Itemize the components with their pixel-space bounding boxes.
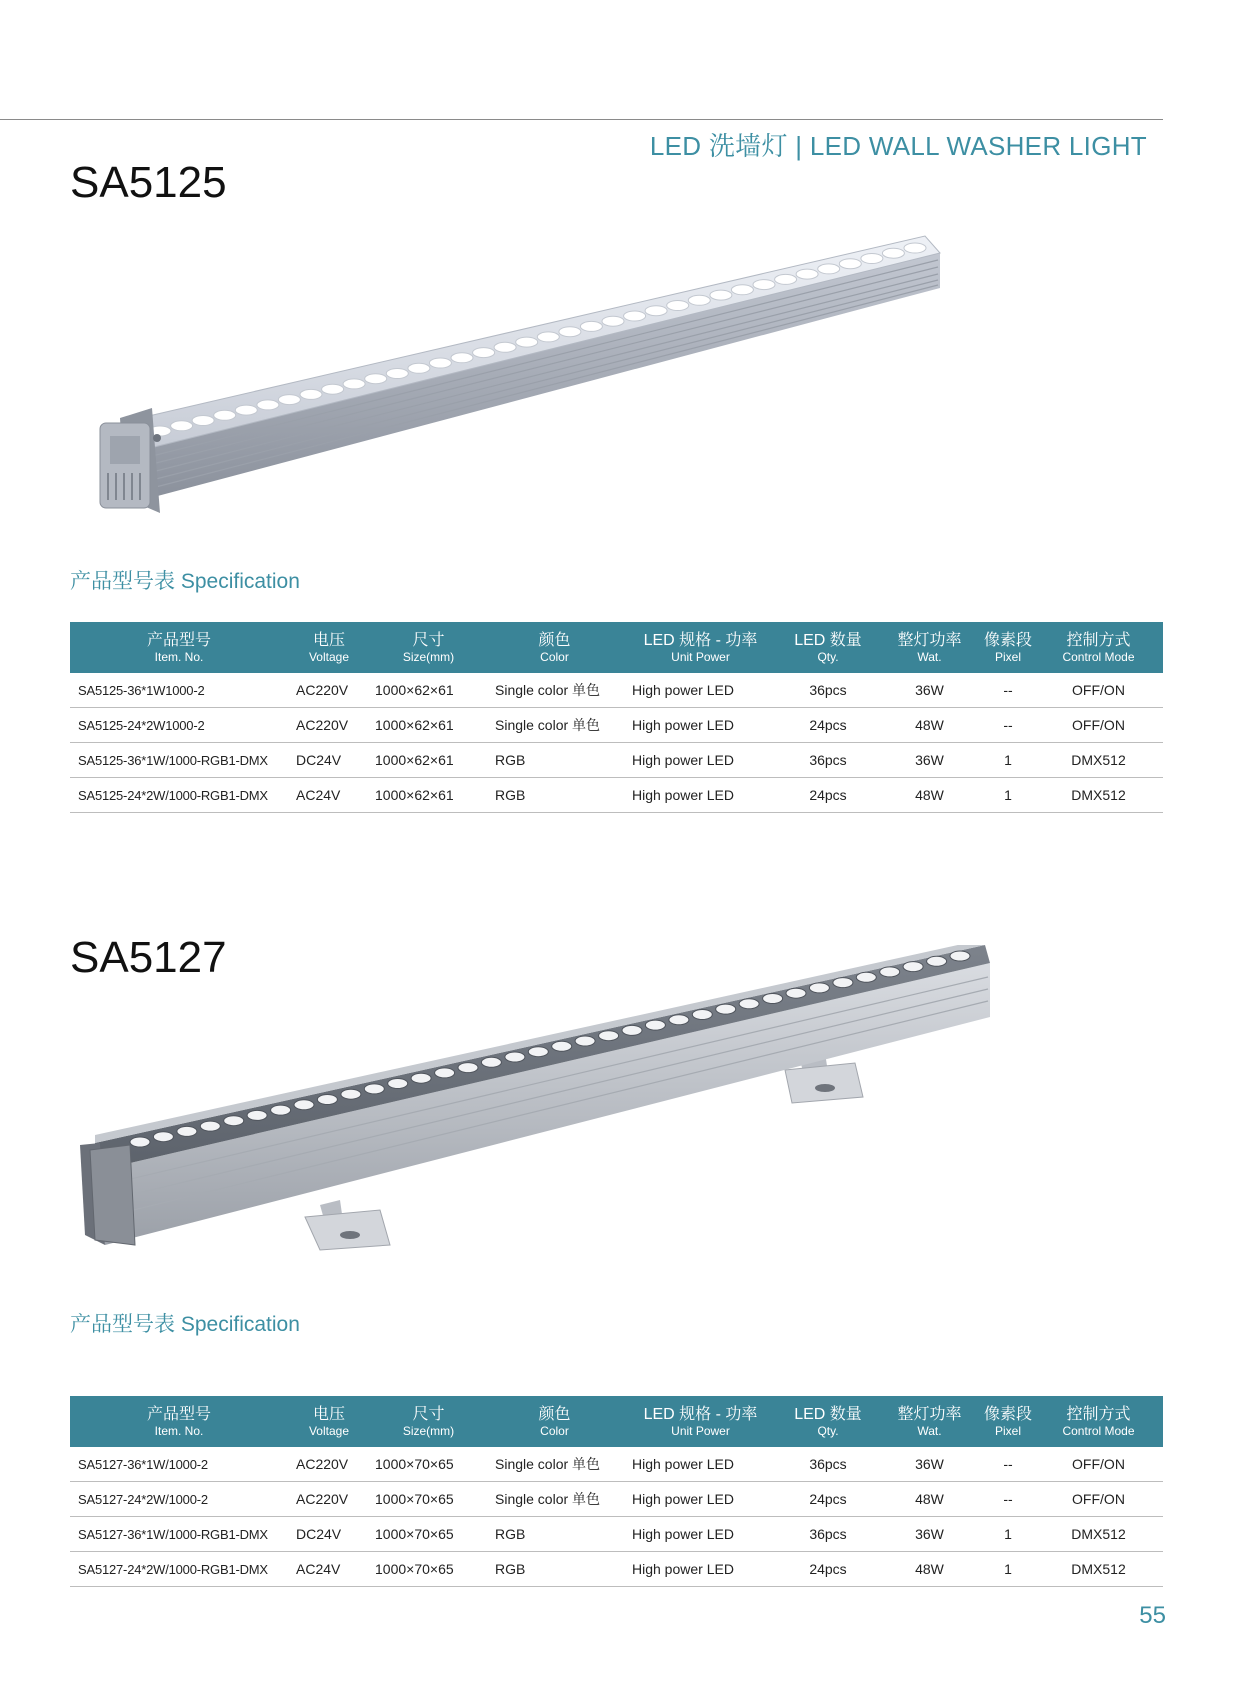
led-dot [408, 363, 430, 373]
spec-table-sa5125 [70, 622, 1163, 813]
cell-qty: 24pcs [779, 708, 877, 743]
led-dot [763, 994, 783, 1004]
cell-unit-power: High power LED [622, 708, 779, 743]
header-pixel: 像素段 Pixel [982, 1396, 1034, 1447]
cell-qty: 24pcs [779, 778, 877, 813]
table-header-row [70, 1396, 1163, 1447]
spec-table-sa5127 [70, 1396, 1163, 1587]
led-dot [365, 374, 387, 384]
led-dot [739, 999, 759, 1009]
cell-wattage: 48W [877, 778, 982, 813]
led-dot [435, 1068, 455, 1078]
cell-pixel: -- [982, 1482, 1034, 1517]
cell-pixel: 1 [982, 1517, 1034, 1552]
led-dot [494, 342, 516, 352]
cell-wattage: 48W [877, 708, 982, 743]
led-dot [710, 290, 732, 300]
cell-unit-power: High power LED [622, 1517, 779, 1552]
cell-wattage: 48W [877, 1482, 982, 1517]
model-title-sa5127: SA5127 [70, 933, 227, 982]
cell-unit-power: High power LED [622, 1552, 779, 1587]
spec-heading-sa5127: 产品型号表 Specification [70, 1313, 300, 1336]
cell-size: 1000×62×61 [370, 673, 487, 708]
led-dot [753, 280, 775, 290]
led-dot [429, 358, 451, 368]
cell-control-mode: DMX512 [1034, 1517, 1163, 1552]
led-dot [809, 983, 829, 993]
cell-qty: 24pcs [779, 1482, 877, 1517]
cell-color: Single color 单色 [487, 708, 622, 743]
header-qty: LED 数量 Qty. [779, 622, 877, 673]
header-size: 尺寸 Size(mm) [370, 622, 487, 673]
cell-qty: 24pcs [779, 1552, 877, 1587]
led-dot [505, 1052, 525, 1062]
cell-control-mode: OFF/ON [1034, 1447, 1163, 1482]
led-dot [861, 254, 883, 264]
led-dot [364, 1084, 384, 1094]
cell-color: RGB [487, 1552, 622, 1587]
led-dot [927, 956, 947, 966]
cell-item-no: SA5125-36*1W1000-2 [70, 673, 288, 708]
led-dot [839, 259, 861, 269]
led-dot [856, 972, 876, 982]
cell-item-no: SA5125-24*2W/1000-RGB1-DMX [70, 778, 288, 813]
page-number: 55 [1139, 1602, 1166, 1629]
led-dot [796, 269, 818, 279]
cell-voltage: AC220V [288, 1482, 370, 1517]
cell-size: 1000×70×65 [370, 1517, 487, 1552]
header-wattage: 整灯功率 Wat. [877, 622, 982, 673]
led-dot [294, 1100, 314, 1110]
cell-item-no: SA5125-24*2W1000-2 [70, 708, 288, 743]
table-row [70, 1482, 1163, 1517]
led-dot [775, 274, 797, 284]
header-item-no: 产品型号 Item. No. [70, 622, 288, 673]
led-dot [624, 311, 646, 321]
table-header-row [70, 622, 1163, 673]
cell-voltage: AC24V [288, 778, 370, 813]
led-dot [580, 321, 602, 331]
led-dot [451, 353, 473, 363]
cell-pixel: 1 [982, 778, 1034, 813]
cell-qty: 36pcs [779, 673, 877, 708]
cell-qty: 36pcs [779, 743, 877, 778]
header-voltage: 电压 Voltage [288, 622, 370, 673]
led-dot [388, 1079, 408, 1089]
led-dot [257, 400, 279, 410]
led-dot [528, 1047, 548, 1057]
led-dot [247, 1110, 267, 1120]
cell-color: Single color 单色 [487, 1447, 622, 1482]
header-unit-power: LED 规格 - 功率 Unit Power [622, 1396, 779, 1447]
led-dot [716, 1004, 736, 1014]
header-title: LED 洗墙灯 | LED WALL WASHER LIGHT [649, 131, 1147, 161]
cell-size: 1000×62×61 [370, 743, 487, 778]
led-dot [192, 416, 214, 426]
cell-item-no: SA5125-36*1W/1000-RGB1-DMX [70, 743, 288, 778]
cell-wattage: 36W [877, 1447, 982, 1482]
led-dot [950, 951, 970, 961]
led-dot [171, 421, 193, 431]
led-dot [882, 248, 904, 258]
cell-pixel: 1 [982, 1552, 1034, 1587]
led-dot [177, 1126, 197, 1136]
led-dot [599, 1031, 619, 1041]
header-color: 颜色 Color [487, 622, 622, 673]
header-item-no: 产品型号 Item. No. [70, 1396, 288, 1447]
cell-unit-power: High power LED [622, 778, 779, 813]
cell-control-mode: DMX512 [1034, 1552, 1163, 1587]
led-dot [688, 295, 710, 305]
cell-size: 1000×62×61 [370, 708, 487, 743]
cell-control-mode: OFF/ON [1034, 673, 1163, 708]
cell-pixel: -- [982, 708, 1034, 743]
header-unit-power: LED 规格 - 功率 Unit Power [622, 622, 779, 673]
cell-unit-power: High power LED [622, 673, 779, 708]
led-dot [341, 1089, 361, 1099]
led-dot [880, 967, 900, 977]
led-dot [516, 337, 538, 347]
led-dot [343, 379, 365, 389]
header-wattage: 整灯功率 Wat. [877, 1396, 982, 1447]
table-row [70, 1552, 1163, 1587]
cell-size: 1000×70×65 [370, 1447, 487, 1482]
led-dot [622, 1025, 642, 1035]
led-dot [235, 405, 257, 415]
led-dot [200, 1121, 220, 1131]
cell-qty: 36pcs [779, 1447, 877, 1482]
led-dot [322, 384, 344, 394]
cell-voltage: AC220V [288, 708, 370, 743]
led-dot [278, 395, 300, 405]
led-dot [411, 1073, 431, 1083]
cell-control-mode: OFF/ON [1034, 1482, 1163, 1517]
led-dot [130, 1137, 150, 1147]
cell-color: RGB [487, 743, 622, 778]
cell-color: RGB [487, 778, 622, 813]
header-size: 尺寸 Size(mm) [370, 1396, 487, 1447]
cell-control-mode: DMX512 [1034, 778, 1163, 813]
cell-control-mode: OFF/ON [1034, 708, 1163, 743]
table-row [70, 743, 1163, 778]
product-image-sa5127 [80, 945, 1010, 1275]
cell-pixel: -- [982, 673, 1034, 708]
led-dot [552, 1041, 572, 1051]
led-dot [386, 369, 408, 379]
table-row [70, 673, 1163, 708]
cell-wattage: 36W [877, 673, 982, 708]
led-dot [667, 301, 689, 311]
led-dot [575, 1036, 595, 1046]
led-dot [300, 389, 322, 399]
product-image-sa5125 [80, 228, 950, 538]
led-dot [602, 316, 624, 326]
header-pixel: 像素段 Pixel [982, 622, 1034, 673]
cell-voltage: DC24V [288, 743, 370, 778]
cell-item-no: SA5127-24*2W/1000-2 [70, 1482, 288, 1517]
led-dot [645, 306, 667, 316]
led-dot [731, 285, 753, 295]
spec-heading-sa5125: 产品型号表 Specification [70, 570, 300, 593]
cell-qty: 36pcs [779, 1517, 877, 1552]
table-row [70, 708, 1163, 743]
led-dot [458, 1063, 478, 1073]
cell-voltage: AC24V [288, 1552, 370, 1587]
cell-wattage: 36W [877, 743, 982, 778]
cell-size: 1000×62×61 [370, 778, 487, 813]
cell-item-no: SA5127-24*2W/1000-RGB1-DMX [70, 1552, 288, 1587]
led-dot [833, 978, 853, 988]
cell-size: 1000×70×65 [370, 1552, 487, 1587]
led-dot [903, 962, 923, 972]
cell-unit-power: High power LED [622, 1447, 779, 1482]
led-dot [214, 410, 236, 420]
cell-size: 1000×70×65 [370, 1482, 487, 1517]
led-dot [669, 1015, 689, 1025]
cell-voltage: DC24V [288, 1517, 370, 1552]
led-dot [645, 1020, 665, 1030]
top-rule [0, 119, 1163, 120]
table-row [70, 1517, 1163, 1552]
cell-pixel: -- [982, 1447, 1034, 1482]
cell-item-no: SA5127-36*1W/1000-2 [70, 1447, 288, 1482]
led-dot [786, 988, 806, 998]
header-control-mode: 控制方式 Control Mode [1034, 1396, 1163, 1447]
header-control-mode: 控制方式 Control Mode [1034, 622, 1163, 673]
cell-wattage: 36W [877, 1517, 982, 1552]
led-dot [271, 1105, 291, 1115]
cell-wattage: 48W [877, 1552, 982, 1587]
led-dot [153, 1132, 173, 1142]
led-dot [224, 1116, 244, 1126]
header-color: 颜色 Color [487, 1396, 622, 1447]
cell-control-mode: DMX512 [1034, 743, 1163, 778]
cell-color: Single color 单色 [487, 1482, 622, 1517]
led-dot [473, 348, 495, 358]
led-dot [559, 327, 581, 337]
header-qty: LED 数量 Qty. [779, 1396, 877, 1447]
cell-color: RGB [487, 1517, 622, 1552]
led-dot [692, 1010, 712, 1020]
cell-color: Single color 单色 [487, 673, 622, 708]
cell-item-no: SA5127-36*1W/1000-RGB1-DMX [70, 1517, 288, 1552]
led-dot [904, 243, 926, 253]
table-row [70, 1447, 1163, 1482]
table-row [70, 778, 1163, 813]
led-dot [537, 332, 559, 342]
header-voltage: 电压 Voltage [288, 1396, 370, 1447]
led-dot [481, 1057, 501, 1067]
cell-voltage: AC220V [288, 673, 370, 708]
led-dot [818, 264, 840, 274]
cell-pixel: 1 [982, 743, 1034, 778]
cell-unit-power: High power LED [622, 743, 779, 778]
cell-unit-power: High power LED [622, 1482, 779, 1517]
model-title-sa5125: SA5125 [70, 158, 227, 207]
led-dot [317, 1095, 337, 1105]
cell-voltage: AC220V [288, 1447, 370, 1482]
